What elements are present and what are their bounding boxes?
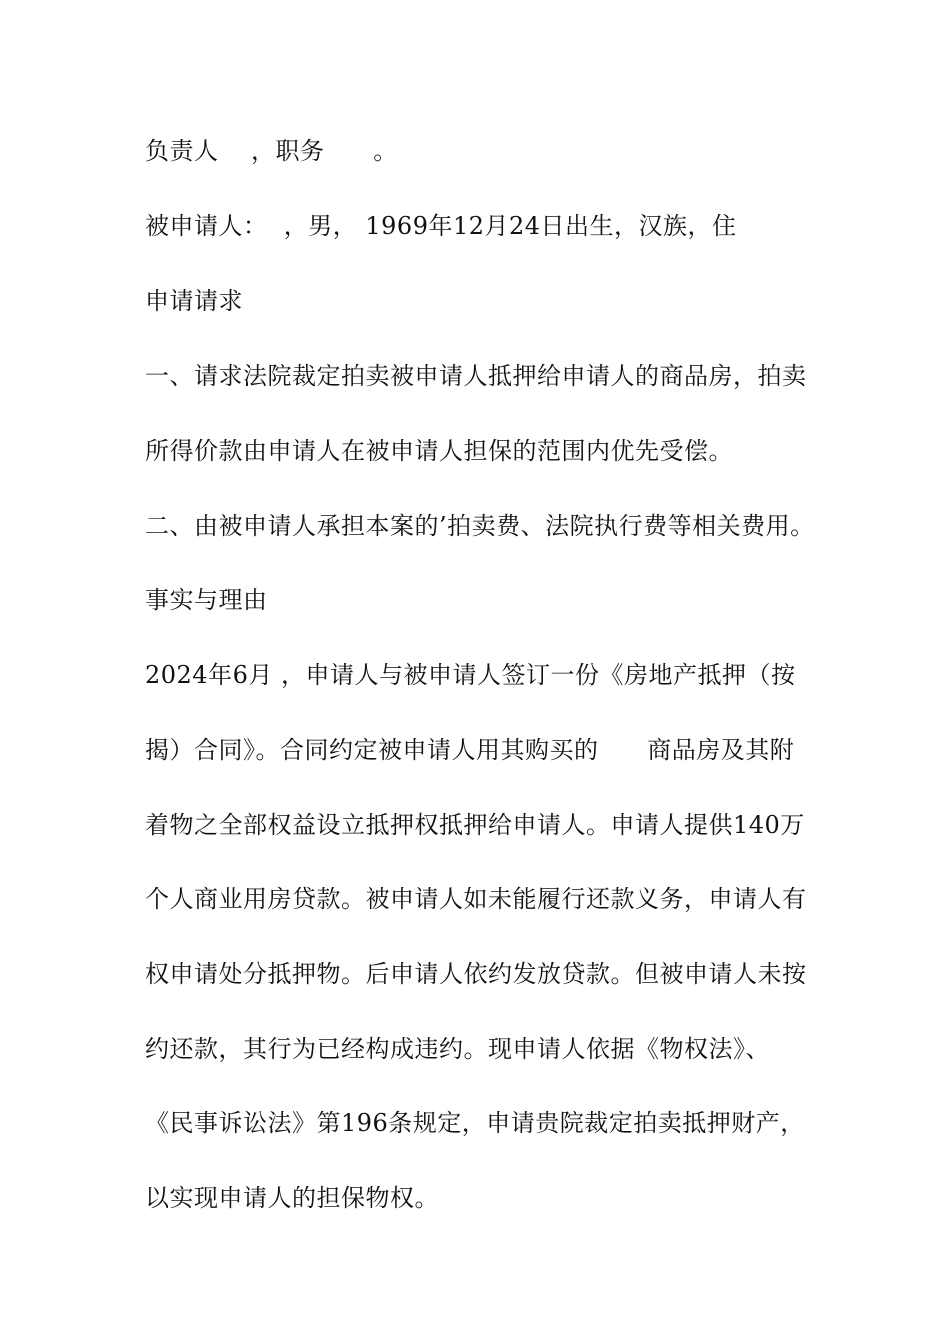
text-line-facts-1: 2024年6月 ，申请人与被申请人签订一份《房地产抵押（按 <box>145 661 796 689</box>
text-line-responsible-person: 负责人 ，职务 。 <box>145 137 398 165</box>
text-line-facts-8: 以实现申请人的担保物权。 <box>145 1184 439 1212</box>
text-line-facts-4: 个人商业用房贷款。被申请人如未能履行还款义务，申请人有 <box>145 885 807 913</box>
text-line-facts-3: 着物之全部权益设立抵押权抵押给申请人。申请人提供140万 <box>145 811 805 839</box>
text-line-request-1b: 所得价款由申请人在被申请人担保的范围内优先受偿。 <box>145 437 733 465</box>
text-line-facts-5: 权申请处分抵押物。后申请人依约发放贷款。但被申请人未按 <box>145 960 807 988</box>
text-line-request-2: 二、由被申请人承担本案的’拍卖费、法院执行费等相关费用。 <box>145 512 815 540</box>
section-heading-requests: 申请请求 <box>145 287 243 315</box>
text-line-request-1a: 一、请求法院裁定拍卖被申请人抵押给申请人的商品房，拍卖 <box>145 362 807 390</box>
text-line-facts-6: 约还款，其行为已经构成违约。现申请人依据《物权法》、 <box>145 1035 770 1063</box>
section-heading-facts: 事实与理由 <box>145 586 268 614</box>
text-line-respondent-info: 被申请人： ，男， 1969年12月24日出生，汉族，住 <box>145 212 737 240</box>
text-line-facts-7: 《民事诉讼法》第196条规定，申请贵院裁定拍卖抵押财产， <box>145 1109 805 1137</box>
text-line-facts-2: 揭）合同》。合同约定被申请人用其购买的 商品房及其附 <box>145 736 795 764</box>
